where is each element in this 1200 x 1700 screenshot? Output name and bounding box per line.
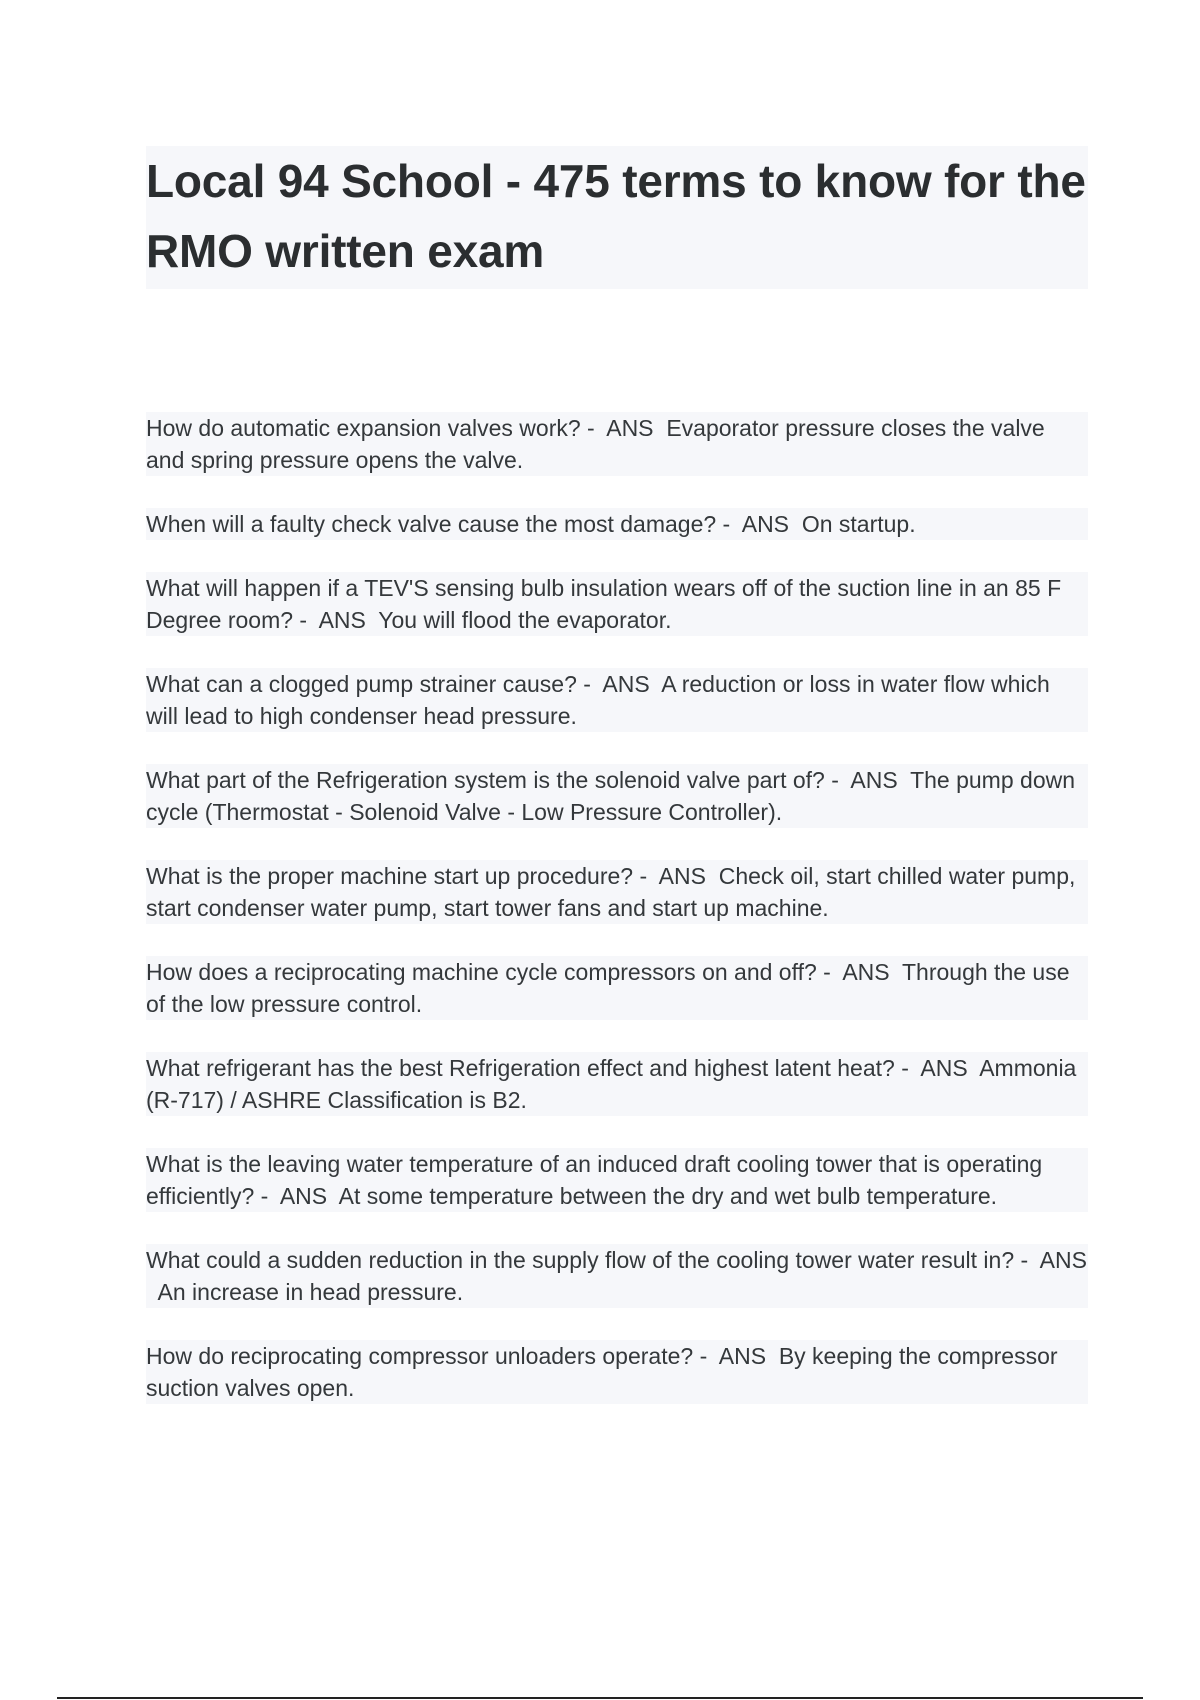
question-text: How does a reciprocating machine cycle compressors on and off? (146, 959, 817, 985)
question-text: What can a clogged pump strainer cause? (146, 671, 577, 697)
answer-marker: ANS (718, 1343, 767, 1369)
qa-item: How do automatic expansion valves work? - ANS Evaporator pressure closes the valve and spring pressure opens the valve. (146, 412, 1088, 476)
question-text: When will a faulty check valve cause the most damage? (146, 511, 717, 537)
question-text: What part of the Refrigeration system is the solenoid valve part of? (146, 767, 825, 793)
answer-text: On startup. (801, 511, 916, 537)
answer-text: Ammonia (R-717) / ASHRE Classification is B2. (146, 1055, 1077, 1113)
qa-item: When will a faulty check valve cause the most damage? - ANS On startup. (146, 508, 1088, 540)
answer-text: At some temperature between the dry and wet bulb temperature. (338, 1183, 998, 1209)
qa-item: What will happen if a TEV'S sensing bulb insulation wears off of the suction line in an 85 F Degree room? - ANS You will flood the evaporator. (146, 572, 1088, 636)
qa-item: How do reciprocating compressor unloaders operate? - ANS By keeping the compressor suction valves open. (146, 1340, 1088, 1404)
question-text: What could a sudden reduction in the supply flow of the cooling tower water result in? (146, 1247, 1015, 1273)
answer-marker: ANS (920, 1055, 968, 1081)
answer-text: Evaporator pressure closes the valve and spring pressure opens the valve. (146, 415, 1045, 473)
answer-text: A reduction or loss in water flow which will lead to high condenser head pressure. (146, 671, 1050, 729)
answer-marker: ANS (741, 511, 790, 537)
answer-marker: ANS (658, 863, 706, 889)
answer-text: An increase in head pressure. (157, 1279, 464, 1305)
question-text: What refrigerant has the best Refrigeration effect and highest latent heat? (146, 1055, 895, 1081)
answer-marker: ANS (602, 671, 650, 697)
qa-item: What is the proper machine start up procedure? - ANS Check oil, start chilled water pump, start condenser water pump, start tower fans and start up machine. (146, 860, 1088, 924)
qa-item: What can a clogged pump strainer cause? - ANS A reduction or loss in water flow which will lead to high condenser head pressure. (146, 668, 1088, 732)
answer-text: Check oil, start chilled water pump, start condenser water pump, start tower fans and start up machine. (146, 863, 1076, 921)
footer-rule (57, 1697, 1143, 1699)
question-text: What will happen if a TEV'S sensing bulb insulation wears off of the suction line in an 85 F Degree room? (146, 575, 1062, 633)
answer-marker: ANS (606, 415, 654, 441)
answer-marker: ANS (850, 767, 898, 793)
answer-text: You will flood the evaporator. (378, 607, 672, 633)
qa-item: What could a sudden reduction in the supply flow of the cooling tower water result in? - ANS An increase in head pressure. (146, 1244, 1088, 1308)
question-text: How do reciprocating compressor unloaders operate? (146, 1343, 694, 1369)
qa-item: What part of the Refrigeration system is the solenoid valve part of? - ANS The pump down cycle (Thermostat - Solenoid Valve - Low Pressure Controller). (146, 764, 1088, 828)
answer-marker: ANS (318, 607, 366, 633)
page-title: Local 94 School - 475 terms to know for the RMO written exam (146, 155, 1086, 277)
question-text: How do automatic expansion valves work? (146, 415, 581, 441)
qa-list (146, 412, 1088, 1436)
title-block (146, 146, 1088, 289)
qa-item: What is the leaving water temperature of an induced draft cooling tower that is operating efficiently? - ANS At some temperature between the dry and wet bulb temperature. (146, 1148, 1088, 1212)
answer-marker: ANS (1039, 1247, 1087, 1273)
answer-text: The pump down cycle (Thermostat - Solenoid Valve - Low Pressure Controller). (146, 767, 1076, 825)
qa-item: How does a reciprocating machine cycle compressors on and off? - ANS Through the use of the low pressure control. (146, 956, 1088, 1020)
answer-text: By keeping the compressor suction valves open. (146, 1343, 1058, 1401)
question-text: What is the proper machine start up procedure? (146, 863, 634, 889)
answer-text: Through the use of the low pressure control. (146, 959, 1070, 1017)
answer-marker: ANS (842, 959, 890, 985)
qa-item: What refrigerant has the best Refrigeration effect and highest latent heat? - ANS Ammonia (R-717) / ASHRE Classification is B2. (146, 1052, 1088, 1116)
answer-marker: ANS (279, 1183, 328, 1209)
question-text: What is the leaving water temperature of an induced draft cooling tower that is operating efficiently? (146, 1151, 1043, 1209)
